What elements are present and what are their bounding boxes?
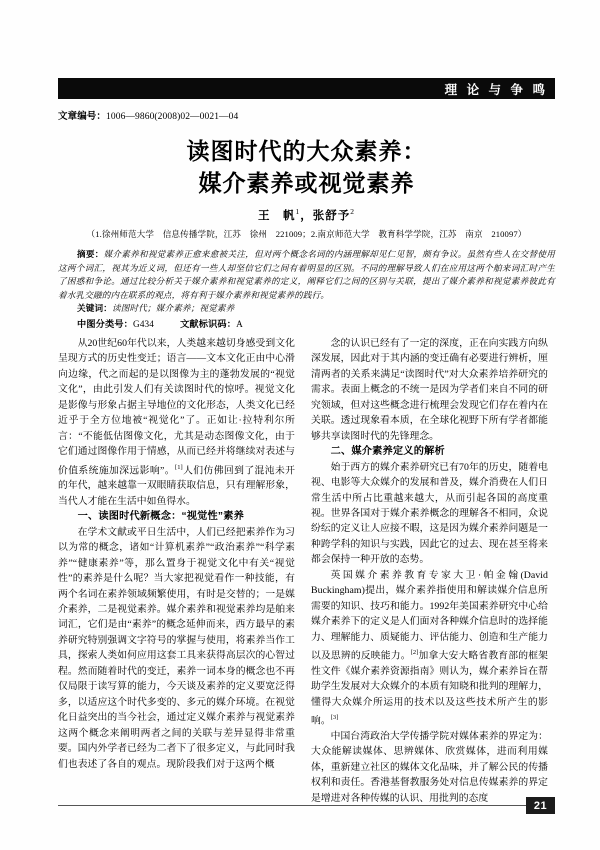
doc-code-label: 文献标识码： [180, 318, 237, 329]
running-head-banner [58, 78, 555, 99]
keywords-text: 读图时代；媒介素养；视觉素养 [111, 303, 235, 314]
clc-value: G434 [133, 318, 155, 329]
abstract-label: 摘要： [77, 249, 104, 259]
abstract-paragraph [58, 248, 555, 302]
right-paragraph-3 [311, 568, 548, 729]
right-paragraph-2: 始于西方的媒介素养研究已有70年的历史，随着电视、电影等大众媒介的发展和普及，媒介消费在人们日常生活中所占比重越来越大，从而引起各国的高度重视。世界各国对于媒介素养概念的理解各不相同，众说纷纭的定义让人应接不暇，这是因为媒介素养问题是一种跨学科的知识与实践，因此它的过去、现在甚至将来都会保持一种开放的态势。 [311, 461, 548, 566]
author-list [58, 207, 555, 223]
left-paragraph-2: 在学术文献或平日生活中，人们已经把素养作为习以为常的概念，诸如“计算机素养”“政治素养”“科学素养”“健康素养”等，那么置身于视觉文化中有关“视觉性”的素养是什么呢？当大家把视觉看作一种技能，有两个名词在素养领域频繁使用，有时是交替的；一是媒介素养，二是视觉素养。媒介素养和视觉素养均是舶来词汇，它们是由“素养”的概念延伸而来，西方最早的素养研究特别强调文字符号的掌握与使用，将素养当作工具，探索人类如何应用这套工具来获得高层次的心智过程。然而随着时代的变迁，素养一词本身的概念也不再仅局限于读写算的能力，今天谈及素养的定义要宽泛得多，以适应这个时代多变的、多元的媒介环境。在视觉化日益突出的当今社会，通过定义媒介素养与视觉素养这两个概念来阐明两者之间的关联与差异显得非常重要。国内外学者已经为二者下了很多定义，与此同时我们也表述了各自的观点。现阶段我们对于这两个概 [58, 526, 295, 770]
keywords-line [58, 302, 555, 316]
author-affil-marker-1: 1 [295, 207, 301, 217]
right-paragraph-4: 中国台湾政治大学传播学院对媒体素养的界定为：大众能解读媒体、思辨媒体、欣赏媒体，进而利用媒体，重新建立社区的媒体文化品味，并了解公民的传播权利和责任。香港基督教服务处对信息传媒素养的界定是增进对各种传媒的认识、用批判的态度 [311, 730, 548, 804]
section-heading-1: 一、读图时代新概念：“视觉性”素养 [77, 511, 244, 523]
keywords-label: 关键词： [77, 303, 112, 314]
section-heading-2: 二、媒介素养定义的解析 [330, 446, 445, 458]
article-number [58, 108, 238, 122]
abstract-text: 媒介素养和视觉素养正愈来愈被关注，但对两个概念名词的内涵理解却见仁见智，颇有争议。虽然有些人在交替使用这两个词汇，视其为近义词，但还有一些人却坚信它们之间有着明显的区别。不同的理解导致人们在应用这两个舶来词汇时产生了困惑和争论。通过比较分析关于媒介素养和视觉素养的定义，阐释它们之间的区别与关联，提出了媒介素养和视觉素养彼此有着水乳交融的内在联系的观点，将有利于媒介素养和视觉素养的践行。 [58, 249, 555, 300]
running-head-title: 理 论 与 争 鸣 [444, 82, 548, 97]
author-affiliations: （1.徐州师范大学 信息传播学院，江苏 徐州 221009；2.南京师范大学 教育科学学院，江苏 南京 210097） [86, 229, 527, 239]
article-number-value: 1006—9860(2008)02—0021—04 [106, 112, 239, 122]
citation-ref-3: [3] [330, 714, 339, 722]
right-para-3-text: 英国媒介素养教育专家大卫·帕金翰(David Buckingham)提出，媒介素养指使用和解读媒介信息所需要的知识、技巧和能力。1992年美国素养研究中心给媒介素养下的定义是人们面对各种媒介信息时的选择能力、理解能力、质疑能力、评估能力、创造和生产能力以及思辨的反映能力。 [311, 569, 548, 662]
clc-label: 中图分类号： [77, 318, 134, 329]
right-column [311, 336, 549, 804]
citation-ref-2: [2] [410, 649, 419, 657]
classification-codes [58, 317, 555, 331]
article-title [58, 135, 555, 199]
author-name-1: 王 帆 [258, 210, 296, 222]
author-separator: ， [300, 210, 313, 222]
body-columns [58, 336, 549, 804]
right-para-3-continued: 加拿大安大略省教育部的框架性文件《媒介素养资源指南》则认为，媒介素养旨在帮助学生发展对大众媒介的本质有知晓和批判的理解力，懂得大众媒介所运用的技术以及这些技术所产生的影响。 [311, 650, 549, 727]
doc-code-value: A [236, 318, 243, 329]
author-name-2: 张舒予 [312, 210, 351, 222]
left-para-1-text: 从20世纪60年代以来，人类越来越切身感受到文化呈现方式的历史性变迁；语言——文本文化正由中心滑向边缘，代之而起的是以图像为主的蓬勃发展的“视觉文化”，由此引发人们有关读图时代的惊呼。视觉文化是影像与形象占据主导地位的文化形态，人类文化已经近乎于全方位地被“视觉化”了。正如让·拉特利尔所言：“不能低估图像文化，尤其是动态图像文化，由于它们通过图像作用于情感，从而已经并将继续对表述与价值系统施加深远影响”。 [58, 338, 295, 476]
article-number-label: 文章编号： [58, 112, 107, 122]
left-paragraph-1 [58, 336, 295, 509]
right-paragraph-1: 念的认识已经有了一定的深度，正在向实践方向纵深发展，因此对于其内涵的变迁确有必要进行辨析，厘清两者的关系来满足“读图时代”对大众素养培养研究的需求。表面上概念的不统一是因为学者们来自不同的研究领域，但对这些概念进行梳理会发现它们存在着内在关联。透过现象看本质，在全球化视野下所有学者都能够共享读图时代的先锋理念。 [311, 338, 548, 442]
page-number-badge: 21 [526, 797, 555, 814]
author-affil-marker-2: 2 [350, 207, 355, 217]
left-column [58, 336, 295, 798]
left-para-1-continued: 人们仿佛回到了混沌未开的年代，越来越靠一双眼睛获取信息，只有理解形象，当代人才能在生活中如鱼得水。 [58, 464, 295, 507]
footer-rule [58, 805, 526, 806]
citation-ref-1: [1] [175, 463, 183, 471]
title-line-2: 媒介素养或视觉素养 [198, 170, 415, 196]
title-line-1: 读图时代的大众素养： [186, 138, 427, 164]
abstract-block [58, 248, 555, 331]
